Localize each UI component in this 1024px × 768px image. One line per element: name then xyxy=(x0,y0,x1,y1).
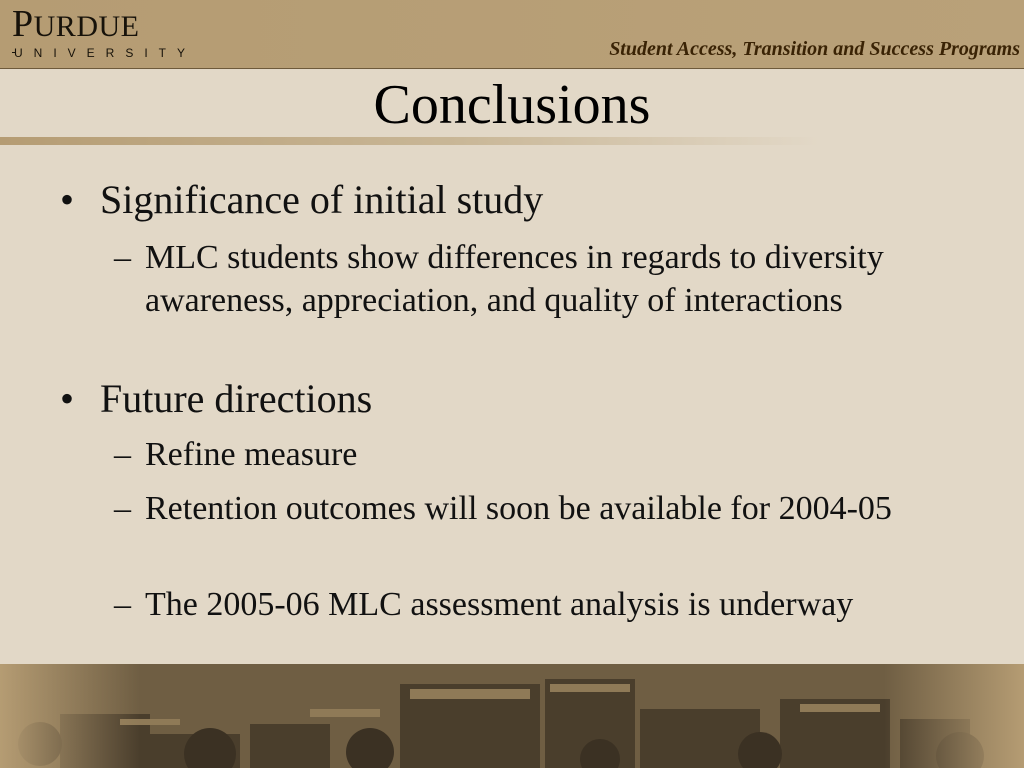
logo-subtitle: UNIVERSITY xyxy=(14,46,197,60)
sub-item-text: MLC students show differences in regards to diversity awareness, appreciation, and quality of interactions xyxy=(145,239,884,319)
bullet-text: Future directions xyxy=(100,376,373,421)
logo-rest: URDUE xyxy=(33,10,140,43)
title-divider xyxy=(0,137,1024,145)
bullet-mark: • xyxy=(60,177,75,222)
header-bar xyxy=(0,0,1024,69)
campus-photo-banner xyxy=(0,664,1024,768)
purdue-logo xyxy=(12,4,139,47)
campus-skyline-image xyxy=(0,664,1024,768)
program-name: Student Access, Transition and Success Programs xyxy=(609,38,1020,60)
sub-item-text: The 2005-06 MLC assessment analysis is underway xyxy=(145,586,854,623)
slide-title: Conclusions xyxy=(373,74,651,136)
sub-mark: – xyxy=(114,239,131,276)
sub-item xyxy=(114,487,914,530)
bullet-text: Significance of initial study xyxy=(100,177,544,222)
sub-mark: – xyxy=(114,490,131,527)
banner-fade-right xyxy=(884,664,1024,768)
sub-mark: – xyxy=(114,436,131,473)
logo-initial: P xyxy=(12,3,34,45)
sub-item-text: Retention outcomes will soon be available for 2004-05 xyxy=(145,490,892,527)
sub-item xyxy=(114,583,914,626)
sub-item xyxy=(114,236,914,322)
banner-fade-left xyxy=(0,664,140,768)
sub-item-text: Refine measure xyxy=(145,436,358,473)
sub-mark: – xyxy=(114,586,131,623)
bullet-mark: • xyxy=(60,376,75,421)
sub-item xyxy=(114,433,914,476)
